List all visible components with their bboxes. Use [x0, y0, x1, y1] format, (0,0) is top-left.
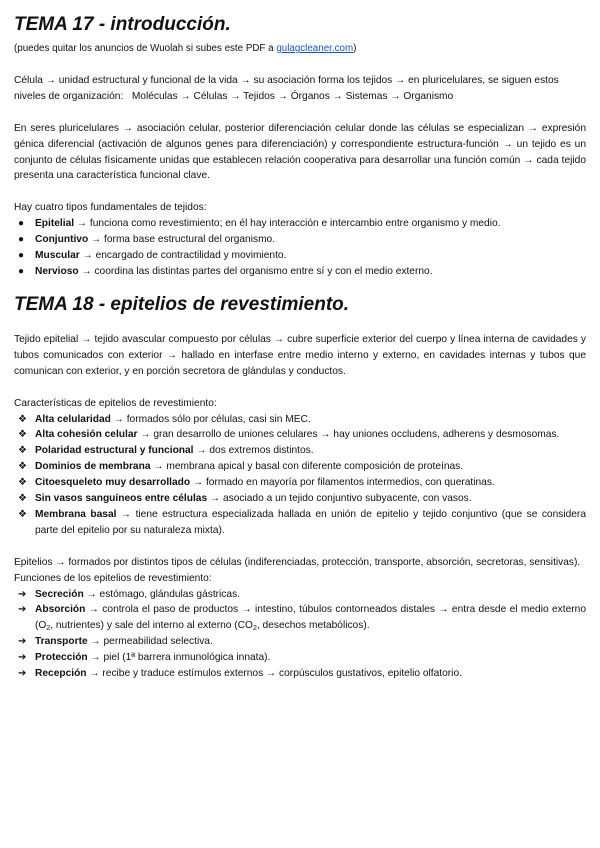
function-term: Recepción: [35, 668, 87, 680]
diamond-bullet-icon: ❖: [18, 493, 27, 505]
list-item: [14, 587, 586, 603]
diamond-bullet-icon: ❖: [18, 477, 27, 489]
list-item: [14, 248, 586, 264]
tema18-title: TEMA 18 - epitelios de revestimiento.: [14, 293, 350, 315]
feature-term: Alta cohesión celular: [35, 429, 138, 441]
list-item: [14, 602, 586, 634]
bullet-icon: ●: [18, 250, 25, 262]
list-item: [14, 232, 586, 248]
feature-term: Dominios de membrana: [35, 461, 151, 473]
tema18-paragraph-2: Características de epitelios de revestimiento:: [14, 397, 217, 409]
list-item: [14, 216, 586, 232]
feature-text: → gran desarrollo de uniones celulares → hay uniones occludens, adherens y desmosomas.: [137, 429, 560, 441]
item-term: Muscular: [35, 250, 80, 262]
feature-text: → dos extremos distintos.: [193, 445, 314, 457]
item-term: Epitelial: [35, 218, 75, 230]
list-item: [14, 443, 586, 459]
tema17-paragraph-1: [14, 73, 586, 105]
tema18-paragraph-3: Epitelios → formados por distintos tipos de células (indiferenciadas, protección, transporte, absorción, secretoras, sensitivas).: [14, 556, 581, 568]
item-text: → coordina las distintas partes del organismo entre sí y con el medio externo.: [78, 265, 433, 277]
function-term: Absorción: [35, 604, 86, 616]
tissue-types-list: [14, 216, 586, 280]
tema17-paragraph-3: Hay cuatro tipos fundamentales de tejidos:: [14, 202, 207, 214]
item-text: → funciona como revestimiento; en él hay interacción e intercambio entre organismo y medio.: [74, 218, 501, 230]
function-term: Secreción: [35, 588, 84, 600]
list-item: [14, 666, 586, 682]
tema18-paragraph-4: Funciones de los epitelios de revestimiento:: [14, 572, 212, 584]
document-page: [14, 0, 586, 682]
item-text: → encargado de contractilidad y movimiento.: [79, 250, 287, 262]
list-item: [14, 491, 586, 507]
gulagcleaner-link[interactable]: gulagcleaner.com: [276, 43, 354, 54]
features-list: [14, 412, 586, 539]
list-item: [14, 650, 586, 666]
list-item: [14, 412, 586, 428]
wuolah-note: [14, 41, 586, 57]
item-term: Conjuntivo: [35, 234, 89, 246]
feature-term: Membrana basal: [35, 508, 117, 520]
bullet-icon: ●: [18, 218, 25, 230]
feature-text: → formados sólo por células, casi sin MEC.: [110, 413, 311, 425]
tema18-paragraph-1: Tejido epitelial → tejido avascular compuesto por células → cubre superficie exterior del cuerpo y línea interna de cavidades y tubos comunicados con exterior → hallado en interfase entre medio interno y externo, en cavidades internas y tubos que comunican con exterior, y en porción secretora de glándulas y conductos.: [14, 333, 586, 377]
diamond-bullet-icon: ❖: [18, 429, 27, 441]
function-term: Transporte: [35, 636, 88, 648]
diamond-bullet-icon: ❖: [18, 445, 27, 457]
feature-term: Polaridad estructural y funcional: [35, 445, 194, 457]
function-text: , nutrientes) y sale del interno al externo (CO: [50, 620, 253, 632]
feature-term: Sin vasos sanguíneos entre células: [35, 493, 208, 505]
bullet-icon: ●: [18, 265, 25, 277]
subscript: 2: [252, 625, 257, 633]
organization-levels: Moléculas → Células → Tejidos → Órganos → Sistemas → Organismo: [131, 90, 454, 102]
list-item: [14, 459, 586, 475]
function-text: → recibe y traduce estímulos externos → corpúsculos gustativos, epitelio olfatorio.: [86, 668, 462, 680]
tema17-title: TEMA 17 - introducción.: [14, 14, 231, 35]
function-term: Protección: [35, 652, 88, 664]
note-post: ): [353, 43, 357, 54]
arrow-bullet-icon: ➔: [18, 668, 27, 680]
subscript: 2: [46, 625, 51, 633]
feature-text: → membrana apical y basal con diferente composición de proteínas.: [150, 461, 464, 473]
arrow-bullet-icon: ➔: [18, 636, 27, 648]
diamond-bullet-icon: ❖: [18, 461, 27, 473]
tema17-paragraph-2: En seres pluricelulares → asociación celular, posterior diferenciación celular donde las células se especializan → expresión génica diferencial (activación de algunos genes para diferenciación) y correspondiente estructura-función → un tejido es un conjunto de células físicamente unidas que establecen relación cooperativa para desarrollar una función común → cada tejido presenta una característica funcional clave.: [14, 122, 586, 182]
function-text: → estómago, glándulas gástricas.: [83, 588, 240, 600]
function-text: , desechos metabólicos).: [256, 620, 370, 632]
list-item: [14, 264, 586, 280]
list-item: [14, 507, 586, 539]
item-text: → forma base estructural del organismo.: [88, 234, 276, 246]
function-text: → piel (1ª barrera inmunológica innata).: [87, 652, 271, 664]
function-text: → permeabilidad selectiva.: [87, 636, 213, 648]
diamond-bullet-icon: ❖: [18, 413, 27, 425]
note-pre: (puedes quitar los anuncios de Wuolah si subes este PDF a: [14, 43, 277, 54]
function-text: → controla el paso de productos → intestino, túbulos contorneados distales → entra desde el medio externo (O: [35, 604, 586, 632]
feature-text: → formado en mayoría por filamentos intermedios, con queratinas.: [190, 477, 495, 489]
list-item: [14, 475, 586, 491]
arrow-bullet-icon: ➔: [18, 652, 27, 664]
arrow-bullet-icon: ➔: [18, 604, 27, 616]
feature-text: → tiene estructura especializada hallada en unión de epitelio y tejido conjuntivo (que se considera parte del epitelio por su naturaleza mixta).: [35, 508, 586, 536]
p1a-text: Célula → unidad estructural y funcional de la vida → su asociación forma los tejidos → en pluricelulares, se siguen estos niveles de organización:: [14, 74, 559, 102]
bullet-icon: ●: [18, 234, 25, 246]
list-item: [14, 427, 586, 443]
feature-term: Citoesqueleto muy desarrollado: [35, 477, 191, 489]
list-item: [14, 634, 586, 650]
diamond-bullet-icon: ❖: [18, 508, 27, 520]
feature-term: Alta celularidad: [35, 413, 111, 425]
functions-list: [14, 587, 586, 682]
feature-text: → asociado a un tejido conjuntivo subyacente, con vasos.: [207, 493, 472, 505]
item-term: Nervioso: [35, 265, 79, 277]
arrow-bullet-icon: ➔: [18, 588, 27, 600]
